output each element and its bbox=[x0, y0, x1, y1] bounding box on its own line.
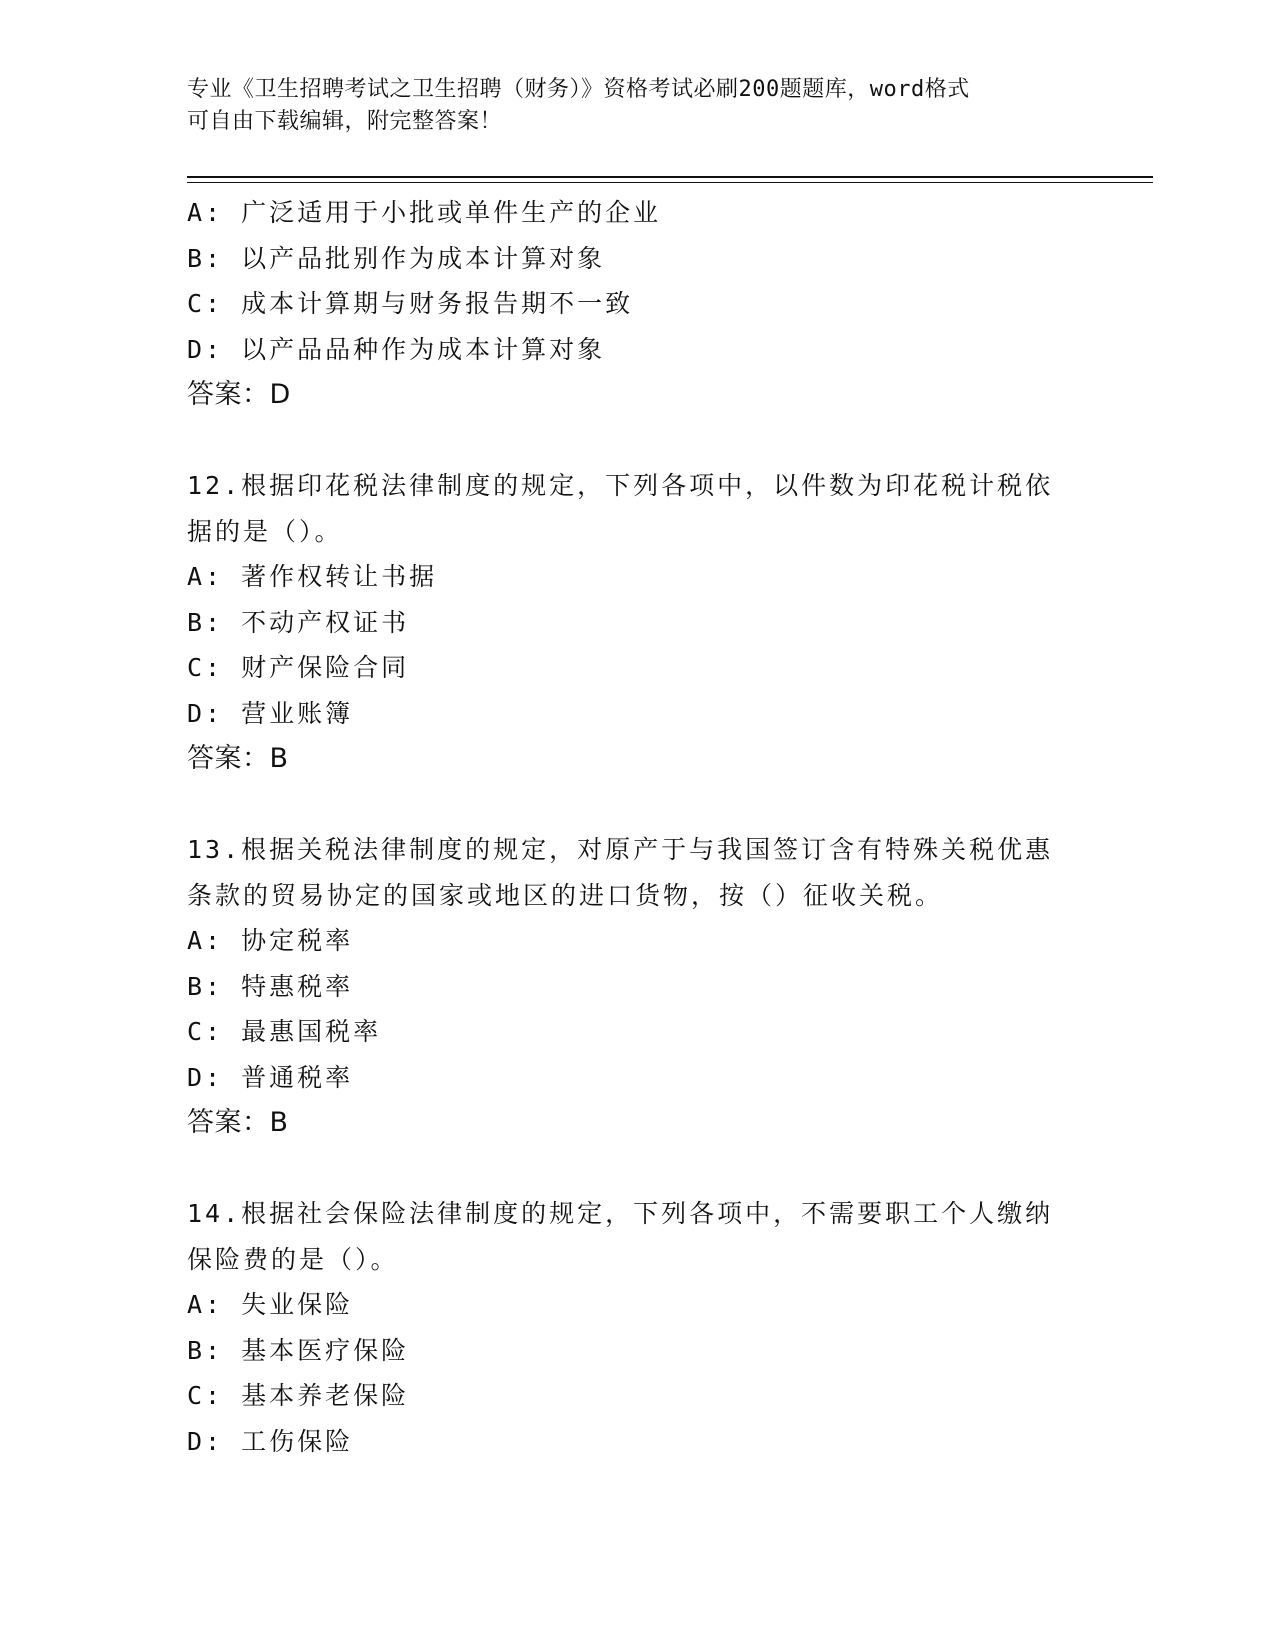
question-spacer bbox=[187, 418, 1087, 464]
question-spacer bbox=[187, 782, 1087, 828]
question-stem-line-2: 条款的贸易协定的国家或地区的进口货物，按（）征收关税。 bbox=[187, 880, 944, 910]
option-d: D: 工伤保险 bbox=[187, 1426, 354, 1456]
header-divider-thick bbox=[187, 176, 1153, 178]
question-stem-line-2: 据的是（）。 bbox=[187, 516, 343, 546]
answer-line: 答案：B bbox=[187, 743, 289, 774]
document-header bbox=[187, 74, 1087, 138]
question-stem-line-2: 保险费的是（）。 bbox=[187, 1244, 399, 1274]
question-spacer bbox=[187, 1146, 1087, 1192]
option-c: C: 最惠国税率 bbox=[187, 1017, 382, 1046]
question-13 bbox=[187, 827, 1087, 1146]
question-stem-line-1: 13.根据关税法律制度的规定，对原产于与我国签订含有特殊关税优惠 bbox=[187, 835, 1054, 864]
answer-line: 答案：B bbox=[187, 1107, 289, 1138]
option-d: D: 以产品品种作为成本计算对象 bbox=[187, 334, 606, 364]
option-b: B: 特惠税率 bbox=[187, 971, 354, 1001]
question-stem-line-1: 12.根据印花税法律制度的规定，下列各项中，以件数为印花税计税依 bbox=[187, 471, 1054, 500]
answer-line: 答案：D bbox=[187, 379, 291, 410]
option-b: B: 基本医疗保险 bbox=[187, 1335, 410, 1365]
question-stem-line-1: 14.根据社会保险法律制度的规定，下列各项中，不需要职工个人缴纳 bbox=[187, 1199, 1054, 1228]
header-title-line-2: 可自由下载编辑，附完整答案！ bbox=[187, 109, 503, 134]
header-divider-thin bbox=[187, 182, 1153, 183]
option-c: C: 财产保险合同 bbox=[187, 653, 410, 682]
question-list bbox=[187, 190, 1087, 1464]
option-c: C: 成本计算期与财务报告期不一致 bbox=[187, 289, 634, 318]
question-11 bbox=[187, 190, 1087, 418]
option-d: D: 普通税率 bbox=[187, 1062, 354, 1092]
question-14 bbox=[187, 1191, 1087, 1464]
option-b: B: 以产品批别作为成本计算对象 bbox=[187, 243, 606, 273]
option-a: A: 失业保险 bbox=[187, 1290, 354, 1319]
question-12 bbox=[187, 463, 1087, 782]
option-a: A: 广泛适用于小批或单件生产的企业 bbox=[187, 198, 662, 227]
header-title-line-1: 专业《卫生招聘考试之卫生招聘（财务）》资格考试必刷200题题库，word格式 bbox=[187, 77, 970, 102]
option-a: A: 著作权转让书据 bbox=[187, 562, 438, 591]
option-d: D: 营业账簿 bbox=[187, 698, 354, 728]
option-c: C: 基本养老保险 bbox=[187, 1381, 410, 1410]
option-a: A: 协定税率 bbox=[187, 926, 354, 955]
option-b: B: 不动产权证书 bbox=[187, 607, 410, 637]
